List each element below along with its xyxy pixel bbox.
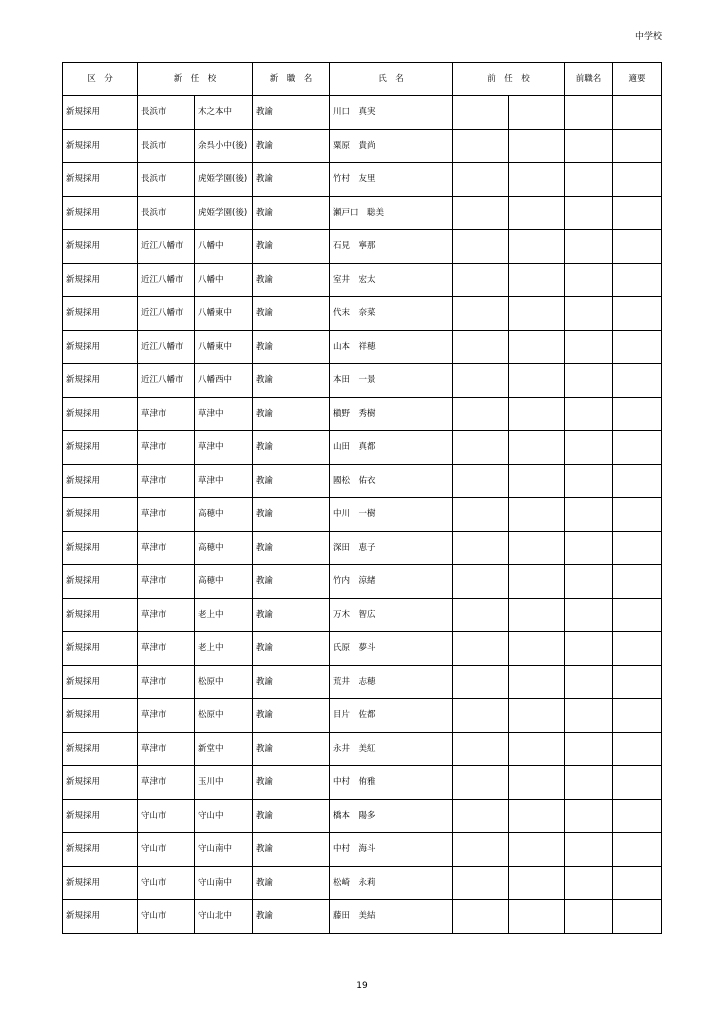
cell-new-school: 草津中 <box>195 431 253 465</box>
cell-new-school: 八幡東中 <box>195 297 253 331</box>
cell-new-city: 守山市 <box>138 900 195 934</box>
cell-prev-school <box>509 297 565 331</box>
cell-new-title: 教諭 <box>253 900 330 934</box>
cell-prev-school <box>509 565 565 599</box>
table-row <box>63 397 662 431</box>
cell-new-title: 教諭 <box>253 297 330 331</box>
table-row <box>63 799 662 833</box>
cell-category: 新規採用 <box>63 900 138 934</box>
cell-new-city: 草津市 <box>138 665 195 699</box>
cell-remarks <box>613 732 662 766</box>
cell-prev-city <box>453 665 509 699</box>
cell-category: 新規採用 <box>63 163 138 197</box>
cell-category: 新規採用 <box>63 665 138 699</box>
cell-prev-city <box>453 866 509 900</box>
cell-new-city: 草津市 <box>138 431 195 465</box>
cell-prev-title <box>565 799 613 833</box>
table-row <box>63 732 662 766</box>
cell-new-title: 教諭 <box>253 766 330 800</box>
cell-remarks <box>613 263 662 297</box>
cell-new-city: 草津市 <box>138 397 195 431</box>
cell-prev-school <box>509 330 565 364</box>
cell-prev-city <box>453 397 509 431</box>
cell-remarks <box>613 96 662 130</box>
cell-name: 氏原 夢斗 <box>330 632 453 666</box>
cell-new-school: 松原中 <box>195 699 253 733</box>
cell-prev-title <box>565 263 613 297</box>
cell-prev-school <box>509 732 565 766</box>
cell-prev-school <box>509 900 565 934</box>
cell-new-city: 長浜市 <box>138 163 195 197</box>
cell-new-school: 守山北中 <box>195 900 253 934</box>
cell-new-title: 教諭 <box>253 397 330 431</box>
cell-name: 山田 真都 <box>330 431 453 465</box>
cell-new-city: 草津市 <box>138 632 195 666</box>
cell-new-school: 八幡中 <box>195 230 253 264</box>
cell-new-title: 教諭 <box>253 263 330 297</box>
cell-category: 新規採用 <box>63 866 138 900</box>
cell-new-city: 守山市 <box>138 799 195 833</box>
cell-category: 新規採用 <box>63 196 138 230</box>
cell-prev-school <box>509 96 565 130</box>
cell-new-school: 守山中 <box>195 799 253 833</box>
cell-category: 新規採用 <box>63 833 138 867</box>
table-row <box>63 565 662 599</box>
cell-prev-title <box>565 330 613 364</box>
cell-name: 瀬戸口 聡美 <box>330 196 453 230</box>
header-new-post: 新 任 校 <box>138 63 253 96</box>
cell-remarks <box>613 598 662 632</box>
cell-new-title: 教諭 <box>253 330 330 364</box>
cell-prev-city <box>453 732 509 766</box>
cell-new-school: 八幡東中 <box>195 330 253 364</box>
cell-name: 石見 寧那 <box>330 230 453 264</box>
header-category: 区 分 <box>63 63 138 96</box>
cell-name: 粟原 貴尚 <box>330 129 453 163</box>
cell-name: 本田 一景 <box>330 364 453 398</box>
cell-remarks <box>613 498 662 532</box>
cell-prev-school <box>509 498 565 532</box>
cell-new-school: 八幡中 <box>195 263 253 297</box>
cell-new-school: 高穂中 <box>195 498 253 532</box>
cell-new-city: 草津市 <box>138 766 195 800</box>
cell-new-city: 守山市 <box>138 833 195 867</box>
cell-new-school: 高穂中 <box>195 531 253 565</box>
table-row <box>63 330 662 364</box>
cell-prev-title <box>565 833 613 867</box>
cell-category: 新規採用 <box>63 129 138 163</box>
cell-new-school: 玉川中 <box>195 766 253 800</box>
cell-new-city: 近江八幡市 <box>138 330 195 364</box>
cell-prev-city <box>453 565 509 599</box>
cell-remarks <box>613 431 662 465</box>
cell-prev-school <box>509 431 565 465</box>
cell-prev-title <box>565 665 613 699</box>
cell-prev-title <box>565 732 613 766</box>
cell-prev-title <box>565 598 613 632</box>
cell-prev-school <box>509 632 565 666</box>
cell-prev-title <box>565 766 613 800</box>
cell-new-city: 守山市 <box>138 866 195 900</box>
cell-category: 新規採用 <box>63 230 138 264</box>
cell-remarks <box>613 531 662 565</box>
cell-new-school: 老上中 <box>195 632 253 666</box>
cell-name: 橋本 陽多 <box>330 799 453 833</box>
cell-remarks <box>613 464 662 498</box>
cell-remarks <box>613 833 662 867</box>
cell-new-title: 教諭 <box>253 464 330 498</box>
cell-prev-city <box>453 163 509 197</box>
school-level-label: 中学校 <box>634 32 662 42</box>
cell-prev-school <box>509 364 565 398</box>
cell-prev-school <box>509 766 565 800</box>
cell-new-title: 教諭 <box>253 699 330 733</box>
cell-new-school: 八幡西中 <box>195 364 253 398</box>
cell-new-city: 近江八幡市 <box>138 364 195 398</box>
cell-prev-title <box>565 431 613 465</box>
cell-prev-school <box>509 665 565 699</box>
cell-prev-city <box>453 464 509 498</box>
cell-new-school: 守山南中 <box>195 833 253 867</box>
cell-new-city: 近江八幡市 <box>138 263 195 297</box>
cell-prev-city <box>453 196 509 230</box>
cell-new-school: 木之本中 <box>195 96 253 130</box>
table-body <box>63 96 662 934</box>
cell-name: 中川 一樹 <box>330 498 453 532</box>
cell-name: 中村 海斗 <box>330 833 453 867</box>
cell-prev-title <box>565 129 613 163</box>
cell-new-title: 教諭 <box>253 799 330 833</box>
cell-name: 竹内 涼緒 <box>330 565 453 599</box>
table-header-row <box>63 63 662 96</box>
cell-prev-city <box>453 263 509 297</box>
header-name: 氏 名 <box>330 63 453 96</box>
cell-new-school: 余呉小中(後) <box>195 129 253 163</box>
cell-prev-school <box>509 397 565 431</box>
cell-new-city: 近江八幡市 <box>138 230 195 264</box>
cell-new-school: 虎姫学園(後) <box>195 163 253 197</box>
cell-prev-city <box>453 900 509 934</box>
cell-category: 新規採用 <box>63 297 138 331</box>
cell-name: 代末 奈菜 <box>330 297 453 331</box>
cell-prev-title <box>565 364 613 398</box>
table-row <box>63 900 662 934</box>
cell-prev-title <box>565 464 613 498</box>
cell-new-school: 守山南中 <box>195 866 253 900</box>
cell-new-title: 教諭 <box>253 364 330 398</box>
cell-new-city: 長浜市 <box>138 196 195 230</box>
cell-category: 新規採用 <box>63 531 138 565</box>
cell-prev-school <box>509 866 565 900</box>
table-row <box>63 464 662 498</box>
cell-prev-city <box>453 598 509 632</box>
cell-new-city: 草津市 <box>138 699 195 733</box>
cell-category: 新規採用 <box>63 565 138 599</box>
cell-category: 新規採用 <box>63 464 138 498</box>
header-remarks: 適要 <box>613 63 662 96</box>
personnel-table <box>62 62 662 934</box>
cell-remarks <box>613 799 662 833</box>
cell-new-school: 高穂中 <box>195 565 253 599</box>
cell-category: 新規採用 <box>63 330 138 364</box>
cell-prev-city <box>453 498 509 532</box>
cell-prev-city <box>453 431 509 465</box>
cell-new-title: 教諭 <box>253 866 330 900</box>
cell-category: 新規採用 <box>63 431 138 465</box>
cell-prev-city <box>453 766 509 800</box>
cell-name: 山本 祥穂 <box>330 330 453 364</box>
cell-new-title: 教諭 <box>253 431 330 465</box>
cell-remarks <box>613 230 662 264</box>
table-row <box>63 230 662 264</box>
table-row <box>63 632 662 666</box>
cell-name: 目片 佐都 <box>330 699 453 733</box>
cell-prev-city <box>453 230 509 264</box>
table-row <box>63 833 662 867</box>
cell-remarks <box>613 665 662 699</box>
cell-new-title: 教諭 <box>253 129 330 163</box>
table-row <box>63 263 662 297</box>
cell-name: 室井 宏太 <box>330 263 453 297</box>
cell-prev-city <box>453 96 509 130</box>
cell-name: 藤田 美結 <box>330 900 453 934</box>
cell-remarks <box>613 364 662 398</box>
cell-prev-school <box>509 531 565 565</box>
cell-name: 松崎 永莉 <box>330 866 453 900</box>
cell-category: 新規採用 <box>63 699 138 733</box>
table-row <box>63 598 662 632</box>
cell-remarks <box>613 766 662 800</box>
cell-prev-school <box>509 833 565 867</box>
cell-name: 川口 真実 <box>330 96 453 130</box>
header-new-title: 新 職 名 <box>253 63 330 96</box>
cell-category: 新規採用 <box>63 732 138 766</box>
cell-prev-school <box>509 598 565 632</box>
cell-new-city: 草津市 <box>138 565 195 599</box>
cell-prev-city <box>453 699 509 733</box>
cell-prev-school <box>509 196 565 230</box>
cell-prev-school <box>509 464 565 498</box>
table-row <box>63 498 662 532</box>
cell-new-title: 教諭 <box>253 598 330 632</box>
cell-remarks <box>613 163 662 197</box>
cell-new-school: 新堂中 <box>195 732 253 766</box>
cell-new-school: 老上中 <box>195 598 253 632</box>
cell-new-city: 草津市 <box>138 464 195 498</box>
cell-remarks <box>613 632 662 666</box>
cell-prev-city <box>453 799 509 833</box>
cell-category: 新規採用 <box>63 766 138 800</box>
table-row <box>63 129 662 163</box>
cell-name: 中村 侑雅 <box>330 766 453 800</box>
cell-remarks <box>613 297 662 331</box>
cell-category: 新規採用 <box>63 263 138 297</box>
cell-new-title: 教諭 <box>253 96 330 130</box>
cell-prev-city <box>453 833 509 867</box>
cell-name: 深田 恵子 <box>330 531 453 565</box>
table-row <box>63 297 662 331</box>
table-row <box>63 163 662 197</box>
cell-prev-title <box>565 565 613 599</box>
cell-prev-title <box>565 632 613 666</box>
cell-prev-title <box>565 96 613 130</box>
cell-category: 新規採用 <box>63 397 138 431</box>
cell-prev-title <box>565 699 613 733</box>
cell-name: 竹村 友里 <box>330 163 453 197</box>
cell-new-city: 草津市 <box>138 598 195 632</box>
cell-new-school: 虎姫学園(後) <box>195 196 253 230</box>
cell-category: 新規採用 <box>63 799 138 833</box>
cell-prev-title <box>565 230 613 264</box>
cell-new-title: 教諭 <box>253 665 330 699</box>
cell-new-title: 教諭 <box>253 632 330 666</box>
cell-prev-title <box>565 900 613 934</box>
cell-new-title: 教諭 <box>253 833 330 867</box>
cell-prev-city <box>453 531 509 565</box>
cell-category: 新規採用 <box>63 598 138 632</box>
table-row <box>63 699 662 733</box>
cell-remarks <box>613 866 662 900</box>
table-row <box>63 766 662 800</box>
cell-prev-title <box>565 866 613 900</box>
cell-prev-city <box>453 297 509 331</box>
cell-remarks <box>613 129 662 163</box>
cell-name: 荒井 志穂 <box>330 665 453 699</box>
cell-prev-school <box>509 799 565 833</box>
cell-new-school: 草津中 <box>195 397 253 431</box>
cell-new-title: 教諭 <box>253 498 330 532</box>
cell-new-title: 教諭 <box>253 732 330 766</box>
cell-remarks <box>613 900 662 934</box>
cell-prev-city <box>453 330 509 364</box>
cell-new-title: 教諭 <box>253 565 330 599</box>
cell-name: 國松 佑衣 <box>330 464 453 498</box>
cell-new-city: 近江八幡市 <box>138 297 195 331</box>
table-row <box>63 531 662 565</box>
cell-new-city: 長浜市 <box>138 129 195 163</box>
cell-category: 新規採用 <box>63 96 138 130</box>
table-row <box>63 96 662 130</box>
cell-prev-school <box>509 699 565 733</box>
cell-name: 万木 智広 <box>330 598 453 632</box>
page-number: 19 <box>356 981 368 991</box>
cell-prev-school <box>509 163 565 197</box>
cell-prev-city <box>453 632 509 666</box>
cell-remarks <box>613 397 662 431</box>
table-row <box>63 665 662 699</box>
cell-prev-city <box>453 129 509 163</box>
cell-name: 永井 美紅 <box>330 732 453 766</box>
cell-new-title: 教諭 <box>253 230 330 264</box>
cell-prev-city <box>453 364 509 398</box>
cell-prev-title <box>565 397 613 431</box>
cell-new-school: 松原中 <box>195 665 253 699</box>
cell-category: 新規採用 <box>63 498 138 532</box>
cell-new-city: 草津市 <box>138 732 195 766</box>
cell-remarks <box>613 196 662 230</box>
cell-remarks <box>613 330 662 364</box>
cell-category: 新規採用 <box>63 364 138 398</box>
cell-prev-title <box>565 163 613 197</box>
cell-prev-title <box>565 531 613 565</box>
cell-new-city: 草津市 <box>138 498 195 532</box>
table-row <box>63 431 662 465</box>
cell-remarks <box>613 565 662 599</box>
cell-prev-school <box>509 230 565 264</box>
cell-new-title: 教諭 <box>253 163 330 197</box>
cell-prev-title <box>565 196 613 230</box>
cell-new-title: 教諭 <box>253 196 330 230</box>
table-row <box>63 364 662 398</box>
cell-prev-school <box>509 263 565 297</box>
cell-prev-school <box>509 129 565 163</box>
cell-category: 新規採用 <box>63 632 138 666</box>
cell-new-school: 草津中 <box>195 464 253 498</box>
cell-name: 槇野 秀樹 <box>330 397 453 431</box>
cell-prev-title <box>565 297 613 331</box>
header-prev-post: 前 任 校 <box>453 63 565 96</box>
cell-new-title: 教諭 <box>253 531 330 565</box>
cell-remarks <box>613 699 662 733</box>
table-row <box>63 196 662 230</box>
table-row <box>63 866 662 900</box>
header-prev-title: 前職名 <box>565 63 613 96</box>
cell-prev-title <box>565 498 613 532</box>
cell-new-city: 長浜市 <box>138 96 195 130</box>
cell-new-city: 草津市 <box>138 531 195 565</box>
